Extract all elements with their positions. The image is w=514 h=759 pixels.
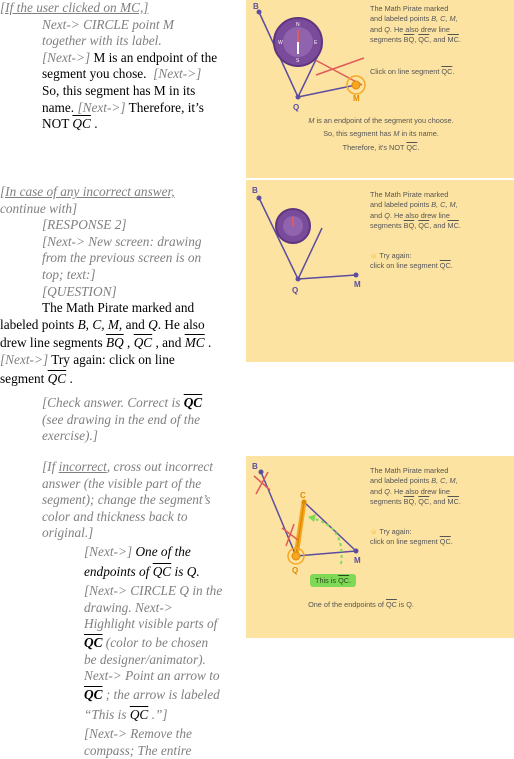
note: [In case of any incorrect answer,	[0, 184, 175, 199]
segment-qm	[296, 551, 356, 556]
line: name. [Next->] Therefore, it’s	[42, 99, 204, 115]
note: [If the user clicked on MC,]	[0, 0, 149, 15]
note: $\overline{QC}$ ; the arrow is labeled	[84, 686, 220, 702]
line: [Next->] One of the	[84, 543, 191, 559]
arrow-head	[308, 514, 316, 522]
note: [Check answer. Correct is $\overline{QC}$	[42, 395, 203, 411]
note: $\overline{QC}$ (color to be chosen	[84, 634, 209, 650]
label-m: M	[353, 94, 360, 103]
intro-text: The Math Pirate marked and labeled points B, C, M, and Q. He also drew line segments $\overline{BQ}$, $\overline{QC}$, and $\overline{MC}$.	[370, 4, 461, 44]
label-q: Q	[293, 103, 300, 112]
point-q	[296, 277, 301, 282]
point-q	[296, 95, 301, 100]
label-q: Q	[292, 566, 299, 575]
note: compass; The entire	[84, 742, 192, 758]
note: (see drawing in the end of the	[42, 411, 201, 427]
block-incorrect	[42, 459, 242, 759]
point-m	[354, 273, 359, 278]
note: together with its label.	[42, 33, 162, 49]
line: [Next->] Try again: click on line	[0, 351, 175, 367]
label-b: B	[253, 2, 259, 11]
note: drawing. Next->	[84, 599, 173, 615]
segment-mc	[304, 502, 356, 551]
note: [Next-> Remove the	[84, 725, 192, 741]
label-q: Q	[292, 286, 299, 295]
panel-endpoint-q	[246, 456, 514, 638]
prompt-text: Click on line segment $\overline{QC}$.	[370, 67, 455, 76]
block-clicked-mc	[0, 0, 217, 133]
block-response-2	[0, 184, 240, 445]
note: Next-> Point an arrow to	[84, 668, 220, 684]
note: continue with]	[0, 200, 78, 216]
arrow-label: This is $\overline{QC}$.	[310, 574, 356, 587]
compass-w: W	[278, 40, 283, 46]
point-b	[257, 196, 262, 201]
label-m: M	[354, 556, 361, 565]
segment-qm	[298, 275, 356, 279]
smiley-icon: ☺	[370, 251, 378, 260]
point-b	[259, 470, 264, 475]
line: segment $\overline{QC}$ .	[0, 370, 73, 386]
point-c	[302, 500, 307, 505]
line: [Next->] M is an endpoint of the	[42, 49, 218, 65]
intro-text: The Math Pirate marked and labeled points B, C, M, and Q. He also drew line segments $\overline{BQ}$, $\overline{QC}$, and $\overline{MC}$.	[370, 466, 461, 506]
note: [Next-> New screen: drawing	[42, 233, 202, 249]
note: color and thickness back to	[42, 508, 188, 524]
compass-s: S	[296, 58, 300, 64]
point-m	[354, 549, 359, 554]
note: [If incorrect, cross out incorrect	[42, 459, 213, 474]
line: So, this segment has M in its	[42, 82, 196, 98]
note: Highlight visible parts of	[84, 616, 218, 632]
point-m	[352, 81, 360, 89]
note: answer (the visible part of the	[42, 475, 202, 491]
compass-n: N	[296, 22, 300, 28]
intro-text: The Math Pirate marked and labeled points B, C, M, and Q. He also drew line segments $\overline{BQ}$, $\overline{QC}$, and $\overline{MC}$.	[370, 190, 461, 230]
caption: One of the endpoints of $\overline{QC}$ is Q.	[308, 600, 414, 609]
line: NOT $\overline{QC}$ .	[42, 116, 98, 132]
note: [QUESTION]	[42, 283, 117, 299]
note: [RESPONSE 2]	[42, 217, 127, 233]
note: original.]	[42, 525, 94, 541]
panel-feedback-m	[246, 0, 514, 178]
segment-bq	[261, 472, 296, 556]
line: drew line segments $\overline{BQ}$ , $\overline{QC}$ , and $\overline{MC}$ .	[0, 335, 212, 351]
note: “This is $\overline{QC}$ .”]	[84, 707, 168, 723]
line: segment you chose. [Next->]	[42, 66, 202, 82]
note: be designer/animator).	[84, 651, 206, 667]
compass-e: E	[314, 40, 318, 46]
note: top; text:]	[42, 266, 96, 282]
panel-try-again	[246, 180, 514, 362]
note: exercise).]	[42, 428, 98, 444]
try-again: ☺ Try again: click on line segment $\overline{QC}$.	[370, 251, 453, 271]
point-q	[292, 552, 300, 560]
try-again: ☺ Try again: click on line segment $\overline{QC}$.	[370, 527, 453, 547]
caption: M is an endpoint of the segment you choose. So, this segment has M in its name. Therefore, it's NOT $\overline{QC}$.	[308, 116, 454, 152]
note: from the previous screen is on	[42, 250, 202, 266]
arrow	[311, 518, 342, 564]
line: labeled points B, C, M, and Q. He also	[0, 316, 205, 332]
label-b: B	[252, 186, 258, 195]
label-b: B	[252, 462, 258, 471]
label-m: M	[354, 280, 361, 289]
note: [Next-> CIRCLE Q in the	[84, 583, 223, 599]
label-c: C	[300, 491, 306, 500]
note: segment); change the segment’s	[42, 492, 211, 508]
smiley-icon: ☺	[370, 527, 378, 536]
line: The Math Pirate marked and	[42, 300, 195, 316]
note: Next-> CIRCLE point M	[42, 16, 174, 32]
line: endpoints of $\overline{QC}$ is Q.	[84, 563, 200, 579]
